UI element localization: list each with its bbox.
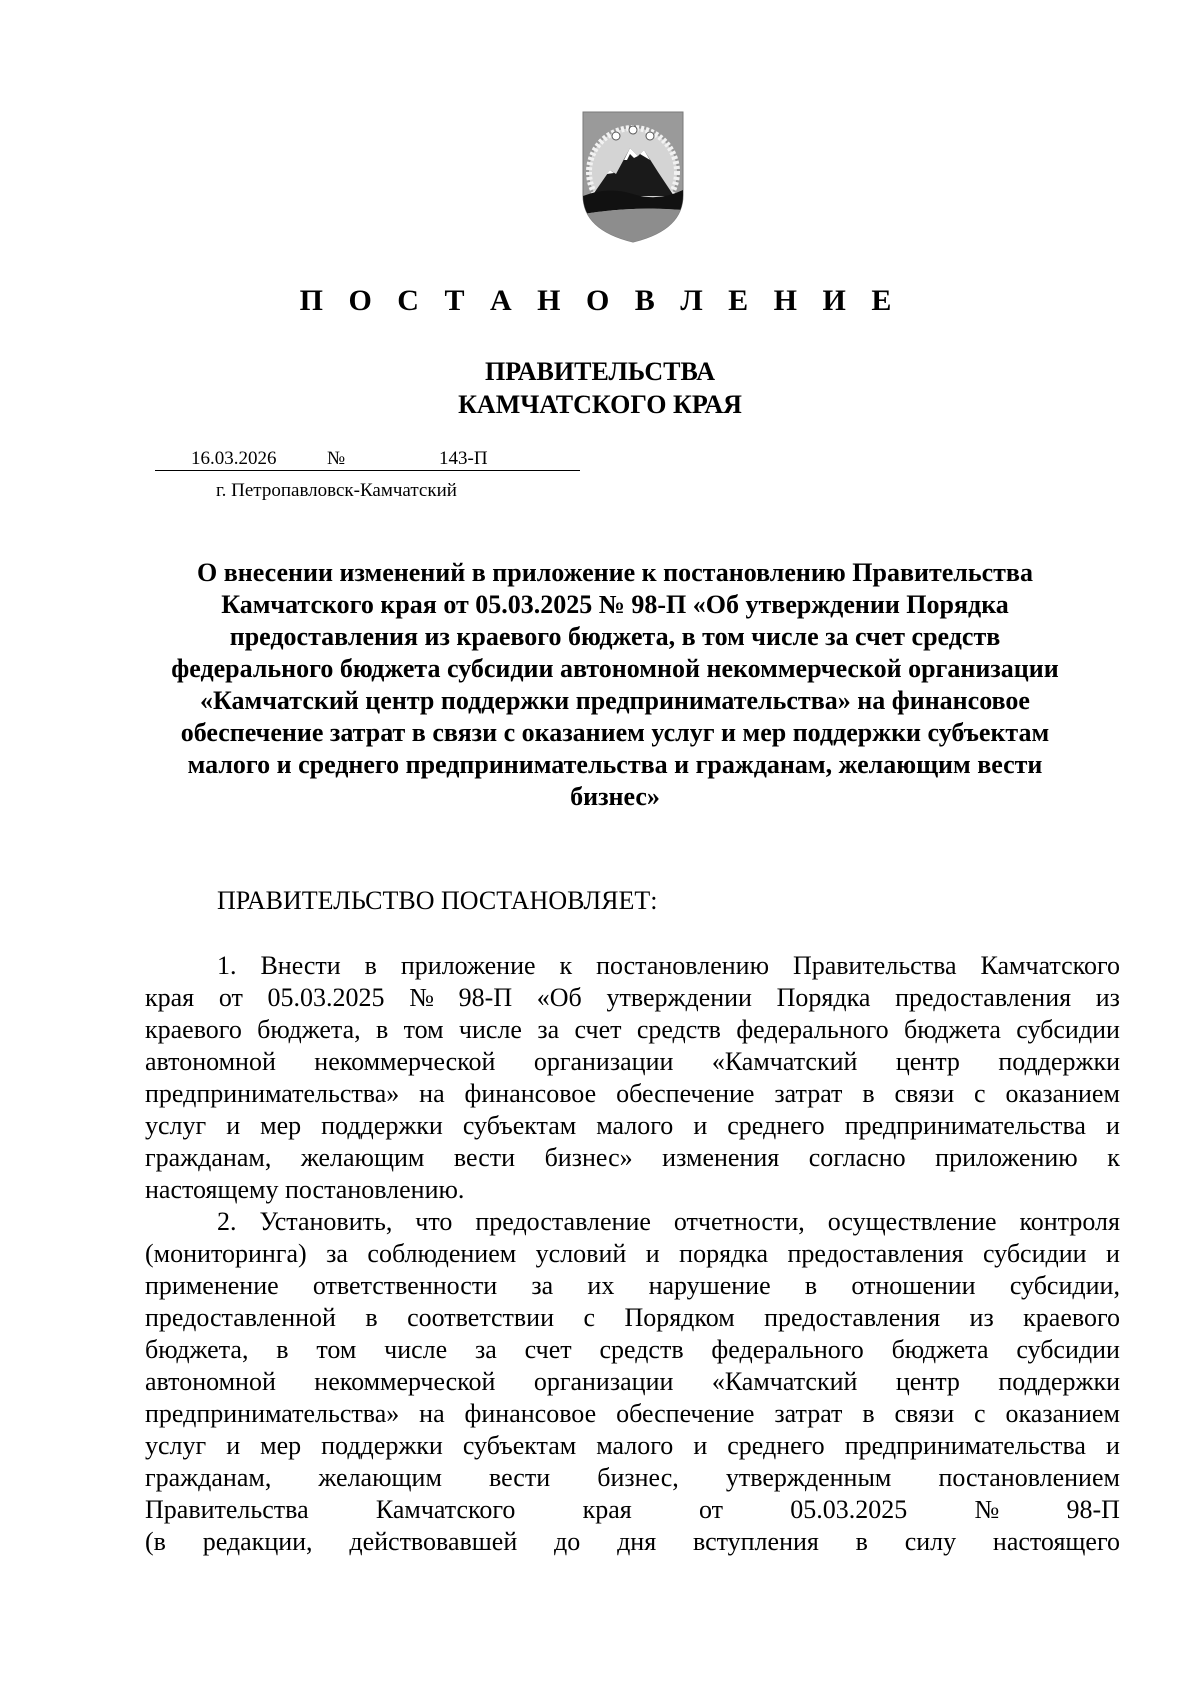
paragraph-line: услуг и мер поддержки субъектам малого и среднего предпринимательства и xyxy=(145,1111,1120,1140)
title-line: О внесении изменений в приложение к постановлению Правительства xyxy=(197,558,1033,587)
paragraph-2 xyxy=(145,1206,1120,1558)
document-number: 143-П xyxy=(439,448,488,469)
paragraph-line: гражданам, желающим вести бизнес» изменения согласно приложению к xyxy=(145,1143,1120,1172)
paragraph-line: предоставленной в соответствии с Порядком предоставления из краевого xyxy=(145,1303,1120,1332)
paragraph-line: предпринимательства» на финансовое обеспечение затрат в связи с оказанием xyxy=(145,1079,1120,1108)
document-place: г. Петропавловск-Камчатский xyxy=(216,480,457,501)
document-title xyxy=(135,557,1095,813)
title-line: «Камчатский центр поддержки предпринимательства» на финансовое xyxy=(200,686,1030,715)
paragraph-1 xyxy=(145,950,1120,1206)
kamchatka-emblem-icon xyxy=(578,110,688,244)
issuer-line-1: ПРАВИТЕЛЬСТВА xyxy=(485,357,715,386)
issuer-heading xyxy=(0,355,1200,421)
paragraph-line: бюджета, в том числе за счет средств федерального бюджета субсидии xyxy=(145,1335,1120,1364)
title-line: федерального бюджета субсидии автономной некоммерческой организации xyxy=(171,654,1059,683)
paragraph-line: применение ответственности за их нарушение в отношении субсидии, xyxy=(145,1271,1120,1300)
paragraph-line: автономной некоммерческой организации «Камчатский центр поддержки xyxy=(145,1367,1120,1396)
paragraph-line: настоящему постановлению. xyxy=(145,1175,465,1204)
paragraph-line: 1. Внести в приложение к постановлению Правительства Камчатского xyxy=(217,951,1120,980)
number-sign: № xyxy=(327,448,346,469)
title-line: бизнес» xyxy=(570,782,660,811)
title-line: предоставления из краевого бюджета, в том числе за счет средств xyxy=(229,622,1001,651)
issuer-line-2: КАМЧАТСКОГО КРАЯ xyxy=(458,390,742,419)
paragraph-line: (мониторинга) за соблюдением условий и порядка предоставления субсидии и xyxy=(145,1239,1120,1268)
document-type-heading: П О С Т А Н О В Л Е Н И Е xyxy=(299,284,901,317)
document-date-number-line xyxy=(155,448,580,471)
document-date: 16.03.2026 xyxy=(191,448,277,469)
preamble: ПРАВИТЕЛЬСТВО ПОСТАНОВЛЯЕТ: xyxy=(217,886,658,915)
title-line: обеспечение затрат в связи с оказанием услуг и мер поддержки субъектам xyxy=(180,718,1050,747)
paragraph-line: (в редакции, действовавшей до дня вступления в силу настоящего xyxy=(145,1527,1120,1556)
paragraph-line: Правительства Камчатского края от 05.03.2025 № 98-П xyxy=(145,1495,1120,1524)
paragraph-line: услуг и мер поддержки субъектам малого и среднего предпринимательства и xyxy=(145,1431,1120,1460)
paragraph-line: автономной некоммерческой организации «Камчатский центр поддержки xyxy=(145,1047,1120,1076)
paragraph-line: 2. Установить, что предоставление отчетности, осуществление контроля xyxy=(217,1207,1120,1236)
paragraph-line: гражданам, желающим вести бизнес, утвержденным постановлением xyxy=(145,1463,1120,1492)
paragraph-line: края от 05.03.2025 № 98-П «Об утверждении Порядка предоставления из xyxy=(145,983,1120,1012)
paragraph-line: краевого бюджета, в том числе за счет средств федерального бюджета субсидии xyxy=(145,1015,1120,1044)
paragraph-line: предпринимательства» на финансовое обеспечение затрат в связи с оказанием xyxy=(145,1399,1120,1428)
title-line: малого и среднего предпринимательства и гражданам, желающим вести xyxy=(187,750,1043,779)
title-line: Камчатского края от 05.03.2025 № 98-П «Об утверждении Порядка xyxy=(221,590,1009,619)
